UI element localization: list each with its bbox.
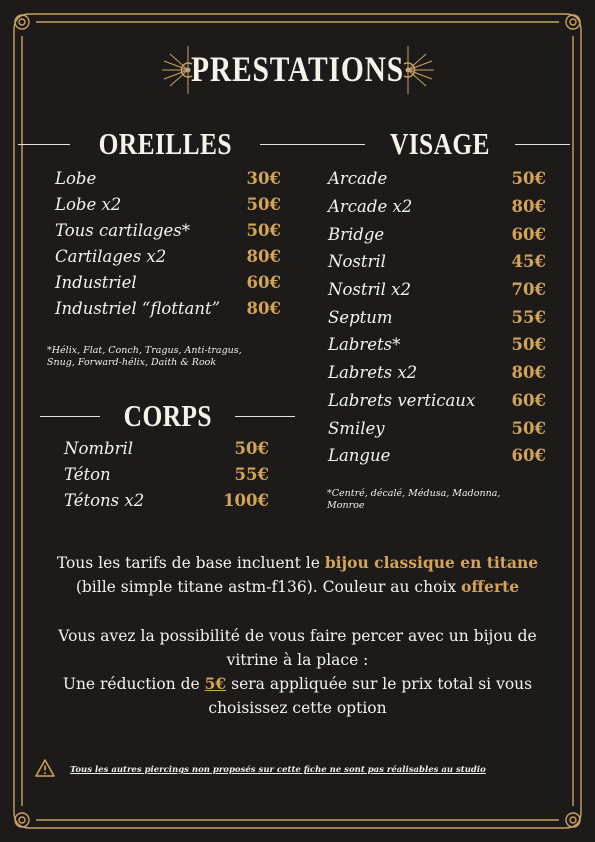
divider	[18, 144, 70, 145]
service-price: 50€	[246, 194, 281, 214]
list-item	[64, 461, 269, 487]
list-item	[55, 243, 281, 269]
info-text: (bille simple titane astm-f136). Couleur au choix	[75, 578, 462, 596]
pricing-info	[30, 551, 565, 599]
info-line	[30, 575, 565, 599]
service-name: Labrets x2	[328, 363, 418, 383]
service-price: 50€	[246, 220, 281, 240]
service-price: 60€	[511, 390, 546, 410]
list-item	[328, 248, 546, 276]
corps-price-list	[64, 435, 269, 513]
service-name: Cartilages x2	[55, 246, 167, 266]
highlight-text: offerte	[461, 577, 520, 596]
service-name: Téton	[64, 464, 111, 484]
footnote-line: *Centré, décalé, Médusa, Madonna,	[327, 488, 501, 499]
section-heading-visage	[325, 124, 555, 164]
divider	[515, 144, 570, 145]
warning-triangle-icon	[35, 759, 55, 777]
service-price: 55€	[511, 307, 546, 327]
list-item	[328, 165, 546, 193]
service-price: 60€	[511, 224, 546, 244]
list-item	[328, 303, 546, 331]
info-line: Vous avez la possibilité de vous faire percer avec un bijou de	[58, 627, 537, 645]
footnote-line: Monroe	[327, 500, 365, 511]
footnote-line: *Hélix, Flat, Conch, Tragus, Anti-tragus,	[47, 345, 242, 356]
discount-amount: 5€	[204, 674, 227, 693]
service-name: Arcade x2	[328, 197, 413, 217]
service-price: 50€	[511, 335, 546, 355]
oreilles-price-list	[55, 165, 281, 321]
service-price: 60€	[511, 446, 546, 466]
info-line	[30, 551, 565, 575]
info-line: vitrine à la place :	[226, 651, 369, 669]
section-title: CORPS	[123, 398, 212, 433]
service-name: Nombril	[64, 438, 134, 458]
visage-price-list	[328, 165, 546, 470]
list-item	[328, 359, 546, 387]
service-price: 50€	[511, 169, 546, 189]
service-name: Bridge	[328, 224, 385, 244]
service-name: Industriel “flottant”	[55, 298, 221, 318]
footnote-line: Snug, Forward-hélix, Daith & Rook	[47, 357, 217, 368]
service-name: Industriel	[55, 272, 137, 292]
divider	[260, 144, 312, 145]
warning-note: Tous les autres piercings non proposés sur cette fiche ne sont pas réalisables au studio	[70, 765, 486, 775]
info-text: Tous les tarifs de base incluent le	[56, 554, 325, 572]
service-price: 80€	[246, 246, 281, 266]
section-title: OREILLES	[98, 126, 232, 161]
highlight-text: bijou classique en titane	[324, 553, 539, 572]
service-name: Lobe x2	[55, 194, 122, 214]
info-line	[30, 672, 565, 696]
list-item	[55, 217, 281, 243]
service-price: 70€	[511, 280, 546, 300]
divider	[310, 144, 365, 145]
service-price: 60€	[246, 272, 281, 292]
list-item	[64, 487, 269, 513]
list-item	[328, 220, 546, 248]
service-name: Septum	[328, 307, 393, 327]
list-item	[64, 435, 269, 461]
service-price: 100€	[223, 490, 269, 510]
info-text: Une réduction de	[62, 675, 205, 693]
service-price: 80€	[511, 197, 546, 217]
list-item	[55, 269, 281, 295]
service-name: Nostril x2	[328, 280, 411, 300]
section-title: VISAGE	[390, 126, 490, 161]
service-name: Labrets*	[328, 335, 401, 355]
service-name: Labrets verticaux	[328, 390, 476, 410]
list-item	[328, 414, 546, 442]
divider	[235, 416, 295, 417]
service-name: Langue	[328, 446, 391, 466]
section-heading-oreilles	[40, 124, 290, 164]
service-price: 80€	[246, 298, 281, 318]
list-item	[328, 193, 546, 221]
oreilles-footnote	[47, 345, 242, 369]
info-line: choisissez cette option	[208, 699, 387, 717]
list-item	[55, 191, 281, 217]
divider	[40, 416, 100, 417]
service-price: 50€	[511, 418, 546, 438]
list-item	[328, 442, 546, 470]
service-name: Arcade	[328, 169, 388, 189]
visage-footnote	[327, 488, 500, 512]
service-price: 45€	[511, 252, 546, 272]
page-title: PRESTATIONS	[191, 49, 404, 89]
list-item	[55, 295, 281, 321]
section-heading-corps	[45, 396, 290, 436]
service-name: Lobe	[55, 168, 97, 188]
service-price: 80€	[511, 363, 546, 383]
service-name: Tétons x2	[64, 490, 145, 510]
info-text: sera appliquée sur le prix total si vous	[226, 675, 533, 693]
service-name: Nostril	[328, 252, 386, 272]
service-name: Tous cartilages*	[55, 220, 191, 240]
discount-info	[30, 624, 565, 720]
service-price: 50€	[234, 438, 269, 458]
list-item	[328, 331, 546, 359]
service-price: 55€	[234, 464, 269, 484]
list-item	[328, 387, 546, 415]
service-name: Smiley	[328, 418, 385, 438]
service-price: 30€	[246, 168, 281, 188]
list-item	[328, 276, 546, 304]
list-item	[55, 165, 281, 191]
